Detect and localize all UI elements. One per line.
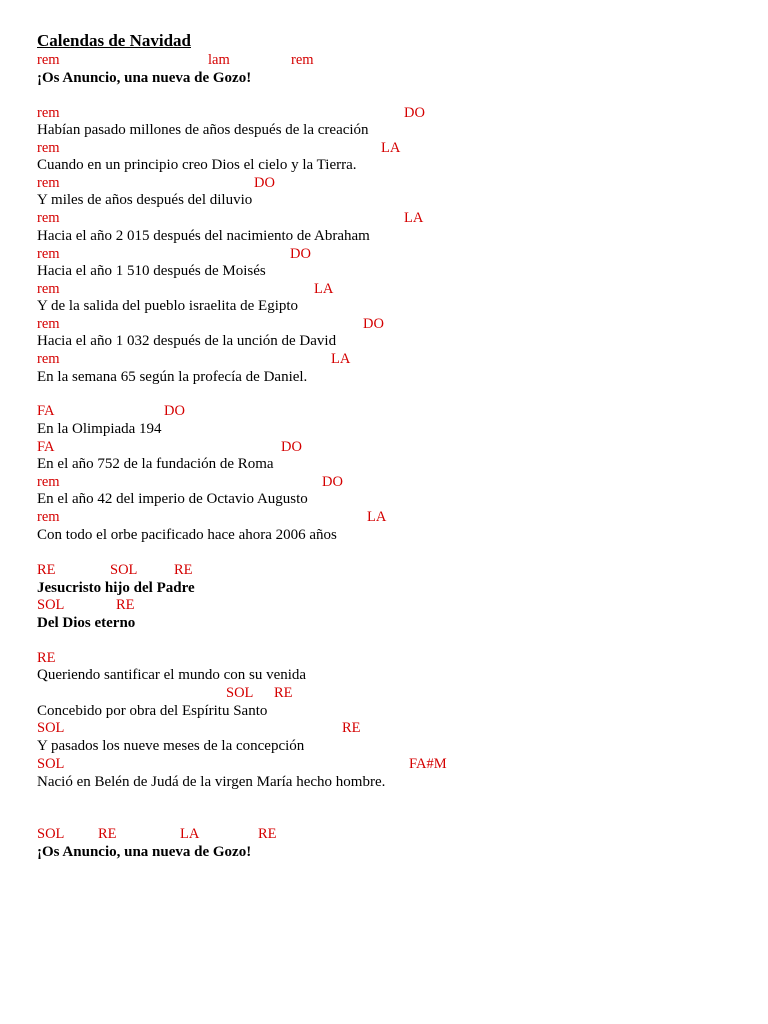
chord: LA bbox=[367, 509, 387, 525]
lyric-line: Del Dios eterno bbox=[37, 615, 136, 631]
chord: RE bbox=[342, 720, 361, 736]
lyric-line: En el año 752 de la fundación de Roma bbox=[37, 456, 274, 472]
chord: LA bbox=[381, 140, 401, 156]
lyric-line: Jesucristo hijo del Padre bbox=[37, 580, 195, 596]
chord: RE bbox=[37, 650, 56, 666]
chord: RE bbox=[274, 685, 293, 701]
lyric-line: Cuando en un principio creo Dios el cielo y la Tierra. bbox=[37, 157, 357, 173]
chord: rem bbox=[37, 281, 60, 297]
chord: DO bbox=[254, 175, 275, 191]
song-title: Calendas de Navidad bbox=[37, 31, 191, 50]
chord: SOL bbox=[226, 685, 254, 701]
lyric-line: Hacia el año 1 510 después de Moisés bbox=[37, 263, 266, 279]
lyric-line: ¡Os Anuncio, una nueva de Gozo! bbox=[37, 70, 252, 86]
chord: DO bbox=[164, 403, 185, 419]
chord: RE bbox=[174, 562, 193, 578]
chord: rem bbox=[37, 509, 60, 525]
chord: FA bbox=[37, 439, 55, 455]
chord: FA#M bbox=[409, 756, 447, 772]
chord: rem bbox=[37, 175, 60, 191]
chord: RE bbox=[98, 826, 117, 842]
chord: rem bbox=[37, 52, 60, 68]
chord: rem bbox=[37, 351, 60, 367]
chord: DO bbox=[404, 105, 425, 121]
lyric-line: Concebido por obra del Espíritu Santo bbox=[37, 703, 268, 719]
chord: LA bbox=[404, 210, 424, 226]
lyric-line: ¡Os Anuncio, una nueva de Gozo! bbox=[37, 844, 252, 860]
chord: rem bbox=[291, 52, 314, 68]
lyric-line: Hacia el año 1 032 después de la unción de David bbox=[37, 333, 337, 349]
chord: SOL bbox=[37, 826, 65, 842]
lyric-line: En el año 42 del imperio de Octavio Augusto bbox=[37, 491, 308, 507]
chord: RE bbox=[258, 826, 277, 842]
lyric-line: Nació en Belén de Judá de la virgen María hecho hombre. bbox=[37, 774, 386, 790]
lyric-line: Hacia el año 2 015 después del nacimiento de Abraham bbox=[37, 228, 370, 244]
chord: rem bbox=[37, 105, 60, 121]
lyric-line: Con todo el orbe pacificado hace ahora 2006 años bbox=[37, 527, 337, 543]
lyric-line: Y de la salida del pueblo israelita de Egipto bbox=[37, 298, 299, 314]
chord: SOL bbox=[37, 720, 65, 736]
chord: rem bbox=[37, 474, 60, 490]
chord: RE bbox=[116, 597, 135, 613]
lyric-line: Y pasados los nueve meses de la concepción bbox=[37, 738, 305, 754]
chord: RE bbox=[37, 562, 56, 578]
chord: LA bbox=[314, 281, 334, 297]
chord: DO bbox=[363, 316, 384, 332]
chord: FA bbox=[37, 403, 55, 419]
chord: LA bbox=[180, 826, 200, 842]
chord: DO bbox=[322, 474, 343, 490]
chord: LA bbox=[331, 351, 351, 367]
chord: SOL bbox=[37, 756, 65, 772]
lyric-line: Habían pasado millones de años después de la creación bbox=[37, 122, 369, 138]
chord: rem bbox=[37, 316, 60, 332]
chord: SOL bbox=[110, 562, 138, 578]
lyric-line: En la semana 65 según la profecía de Daniel. bbox=[37, 369, 308, 385]
lyric-line: Queriendo santificar el mundo con su venida bbox=[37, 667, 307, 683]
chord: rem bbox=[37, 246, 60, 262]
chord: SOL bbox=[37, 597, 65, 613]
lyric-line: Y miles de años después del diluvio bbox=[37, 192, 253, 208]
chord: DO bbox=[290, 246, 311, 262]
lyric-line: En la Olimpiada 194 bbox=[37, 421, 162, 437]
chord: rem bbox=[37, 140, 60, 156]
chord: rem bbox=[37, 210, 60, 226]
chord: lam bbox=[208, 52, 230, 68]
chord: DO bbox=[281, 439, 302, 455]
